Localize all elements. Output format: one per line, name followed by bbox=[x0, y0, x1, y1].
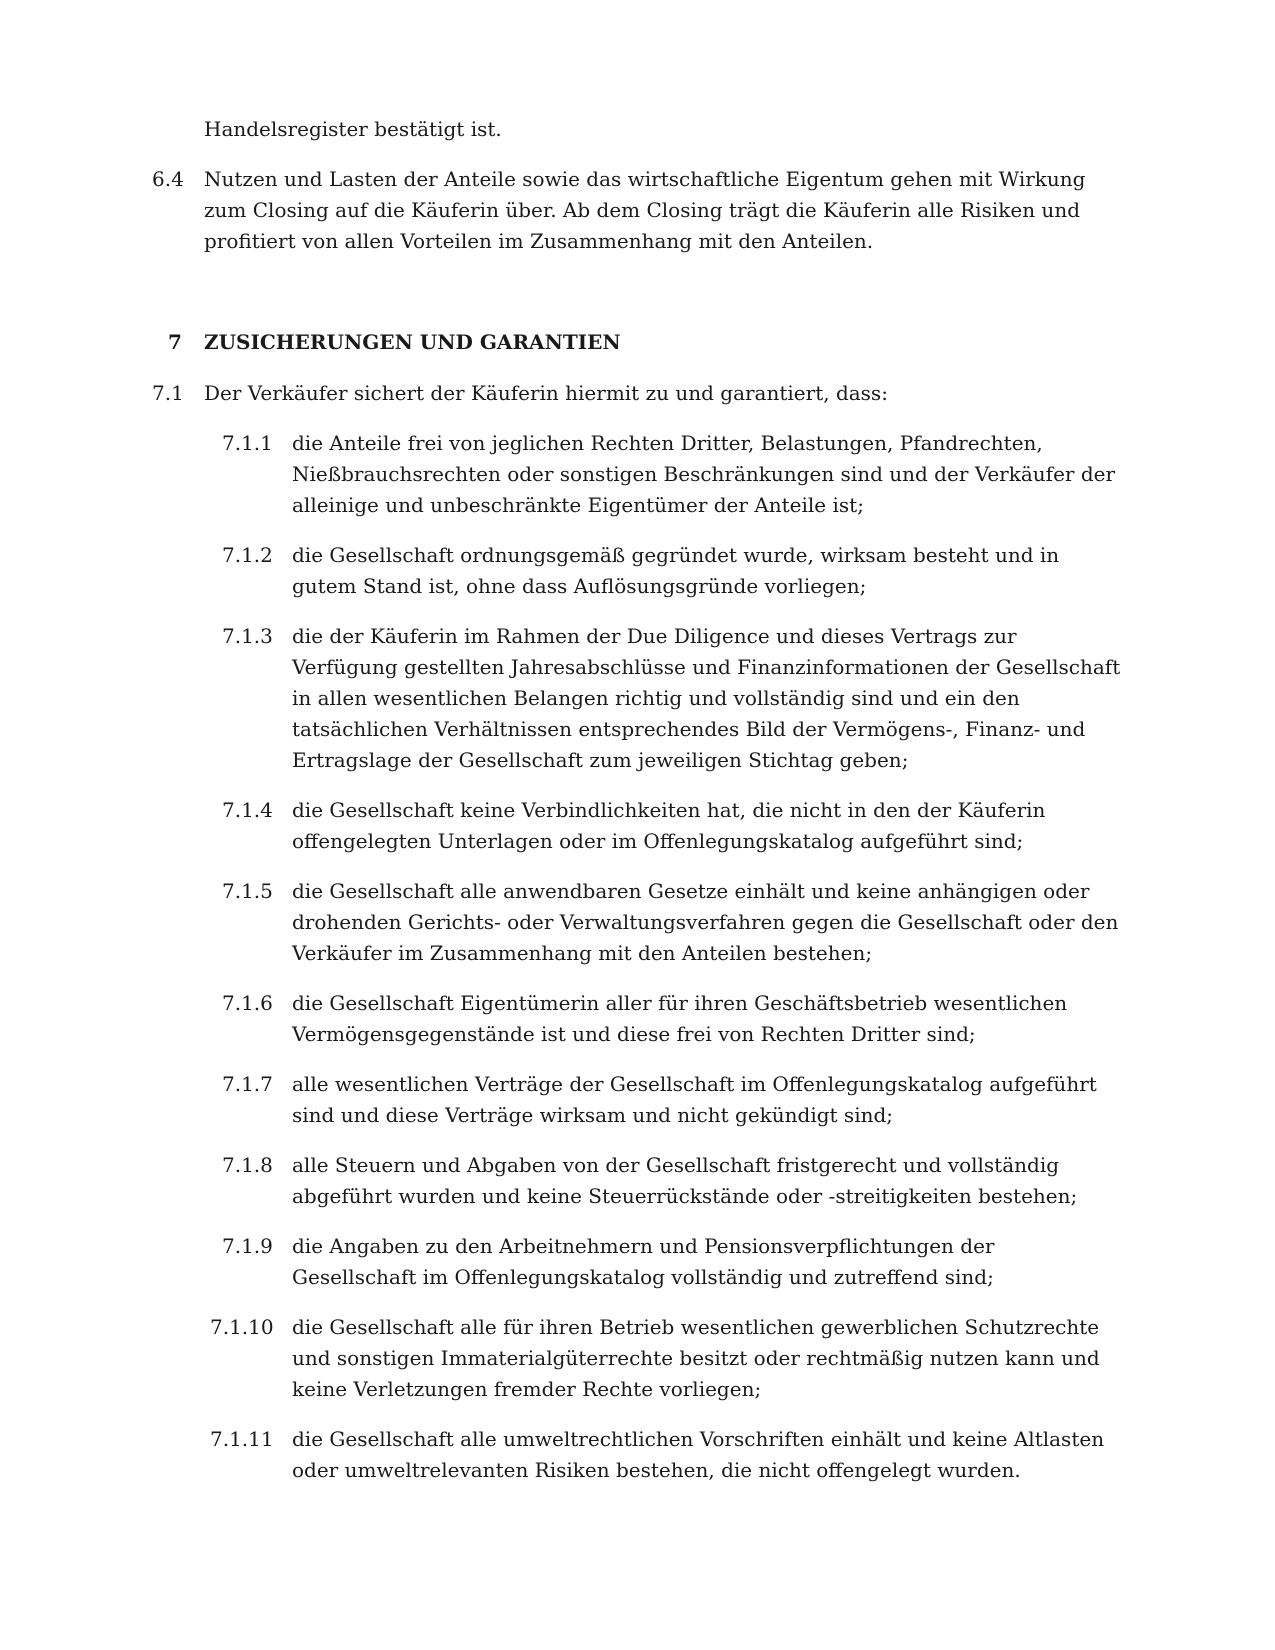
list-item-number: 7.1.11 bbox=[210, 1427, 274, 1451]
list-item-text: die Gesellschaft keine Verbindlichkeiten hat, die nicht in den der Käuferin offengelegten Unterlagen oder im Offenlegungskatalog aufgeführt sind; bbox=[292, 798, 1046, 853]
list-item-text: die Gesellschaft alle für ihren Betrieb wesentlichen gewerblichen Schutzrechte und sonstigen Immaterialgüterrechte besitzt oder rechtmäßig nutzen kann und keine Verletzungen fremder Rechte vorliegen; bbox=[292, 1315, 1100, 1401]
continuation-text: Handelsregister bestätigt ist. bbox=[204, 117, 502, 141]
list-item-number: 7.1.2 bbox=[222, 543, 273, 567]
clause-number-7-1: 7.1 bbox=[152, 381, 184, 405]
list-item-number: 7.1.3 bbox=[222, 624, 273, 648]
clause-number-6-4: 6.4 bbox=[152, 167, 184, 191]
list-item-text: alle Steuern und Abgaben von der Gesellschaft fristgerecht und vollständig abgeführt wurden und keine Steuerrückstände oder -streitigkeiten bestehen; bbox=[292, 1153, 1078, 1208]
list-item-number: 7.1.10 bbox=[210, 1315, 274, 1339]
list-item-text: die der Käuferin im Rahmen der Due Diligence und dieses Vertrags zur Verfügung gestellten Jahresabschlüsse und Finanzinformationen der Gesellschaft in allen wesentlichen Belangen richtig und vollständig sind und ein den tatsächlichen Verhältnissen entsprechendes Bild der Vermögens-, Finanz- und Ertragslage der Gesellschaft zum jeweiligen Stichtag geben; bbox=[292, 624, 1121, 772]
list-item-text: die Gesellschaft alle anwendbaren Gesetze einhält und keine anhängigen oder drohenden Gerichts- oder Verwaltungsverfahren gegen die Gesellschaft oder den Verkäufer im Zusammenhang mit den Anteilen bestehen; bbox=[292, 879, 1119, 965]
list-item-number: 7.1.1 bbox=[222, 431, 273, 455]
list-item-text: alle wesentlichen Verträge der Gesellschaft im Offenlegungskatalog aufgeführt sind und diese Verträge wirksam und nicht gekündigt sind; bbox=[292, 1072, 1097, 1127]
list-item-number: 7.1.9 bbox=[222, 1234, 273, 1258]
clause-text-6-4: Nutzen und Lasten der Anteile sowie das wirtschaftliche Eigentum gehen mit Wirkung zum Closing auf die Käuferin über. Ab dem Closing trägt die Käuferin alle Risiken und profitiert von allen Vorteilen im Zusammenhang mit den Anteilen. bbox=[204, 167, 1086, 253]
list-item-number: 7.1.6 bbox=[222, 991, 273, 1015]
list-item-number: 7.1.7 bbox=[222, 1072, 273, 1096]
list-item-number: 7.1.5 bbox=[222, 879, 273, 903]
section-number-7: 7 bbox=[168, 330, 182, 354]
list-item-text: die Anteile frei von jeglichen Rechten Dritter, Belastungen, Pfandrechten, Nießbrauchsrechten oder sonstigen Beschränkungen sind und der Verkäufer der alleinige und unbeschränkte Eigentümer der Anteile ist; bbox=[292, 431, 1116, 517]
clause-text-7-1: Der Verkäufer sichert der Käuferin hiermit zu und garantiert, dass: bbox=[204, 381, 888, 405]
list-item-text: die Gesellschaft ordnungsgemäß gegründet wurde, wirksam besteht und in gutem Stand ist, ohne dass Auflösungsgründe vorliegen; bbox=[292, 543, 1060, 598]
list-item-text: die Angaben zu den Arbeitnehmern und Pensionsverpflichtungen der Gesellschaft im Offenlegungskatalog vollständig und zutreffend sind; bbox=[292, 1234, 995, 1289]
list-item-number: 7.1.8 bbox=[222, 1153, 273, 1177]
section-title-7: ZUSICHERUNGEN UND GARANTIEN bbox=[204, 330, 621, 354]
list-item-text: die Gesellschaft Eigentümerin aller für ihren Geschäftsbetrieb wesentlichen Vermögensgegenstände ist und diese frei von Rechten Dritter sind; bbox=[292, 991, 1068, 1046]
list-item-text: die Gesellschaft alle umweltrechtlichen Vorschriften einhält und keine Altlasten oder umweltrelevanten Risiken bestehen, die nicht offengelegt wurden. bbox=[292, 1427, 1105, 1482]
list-item-number: 7.1.4 bbox=[222, 798, 273, 822]
